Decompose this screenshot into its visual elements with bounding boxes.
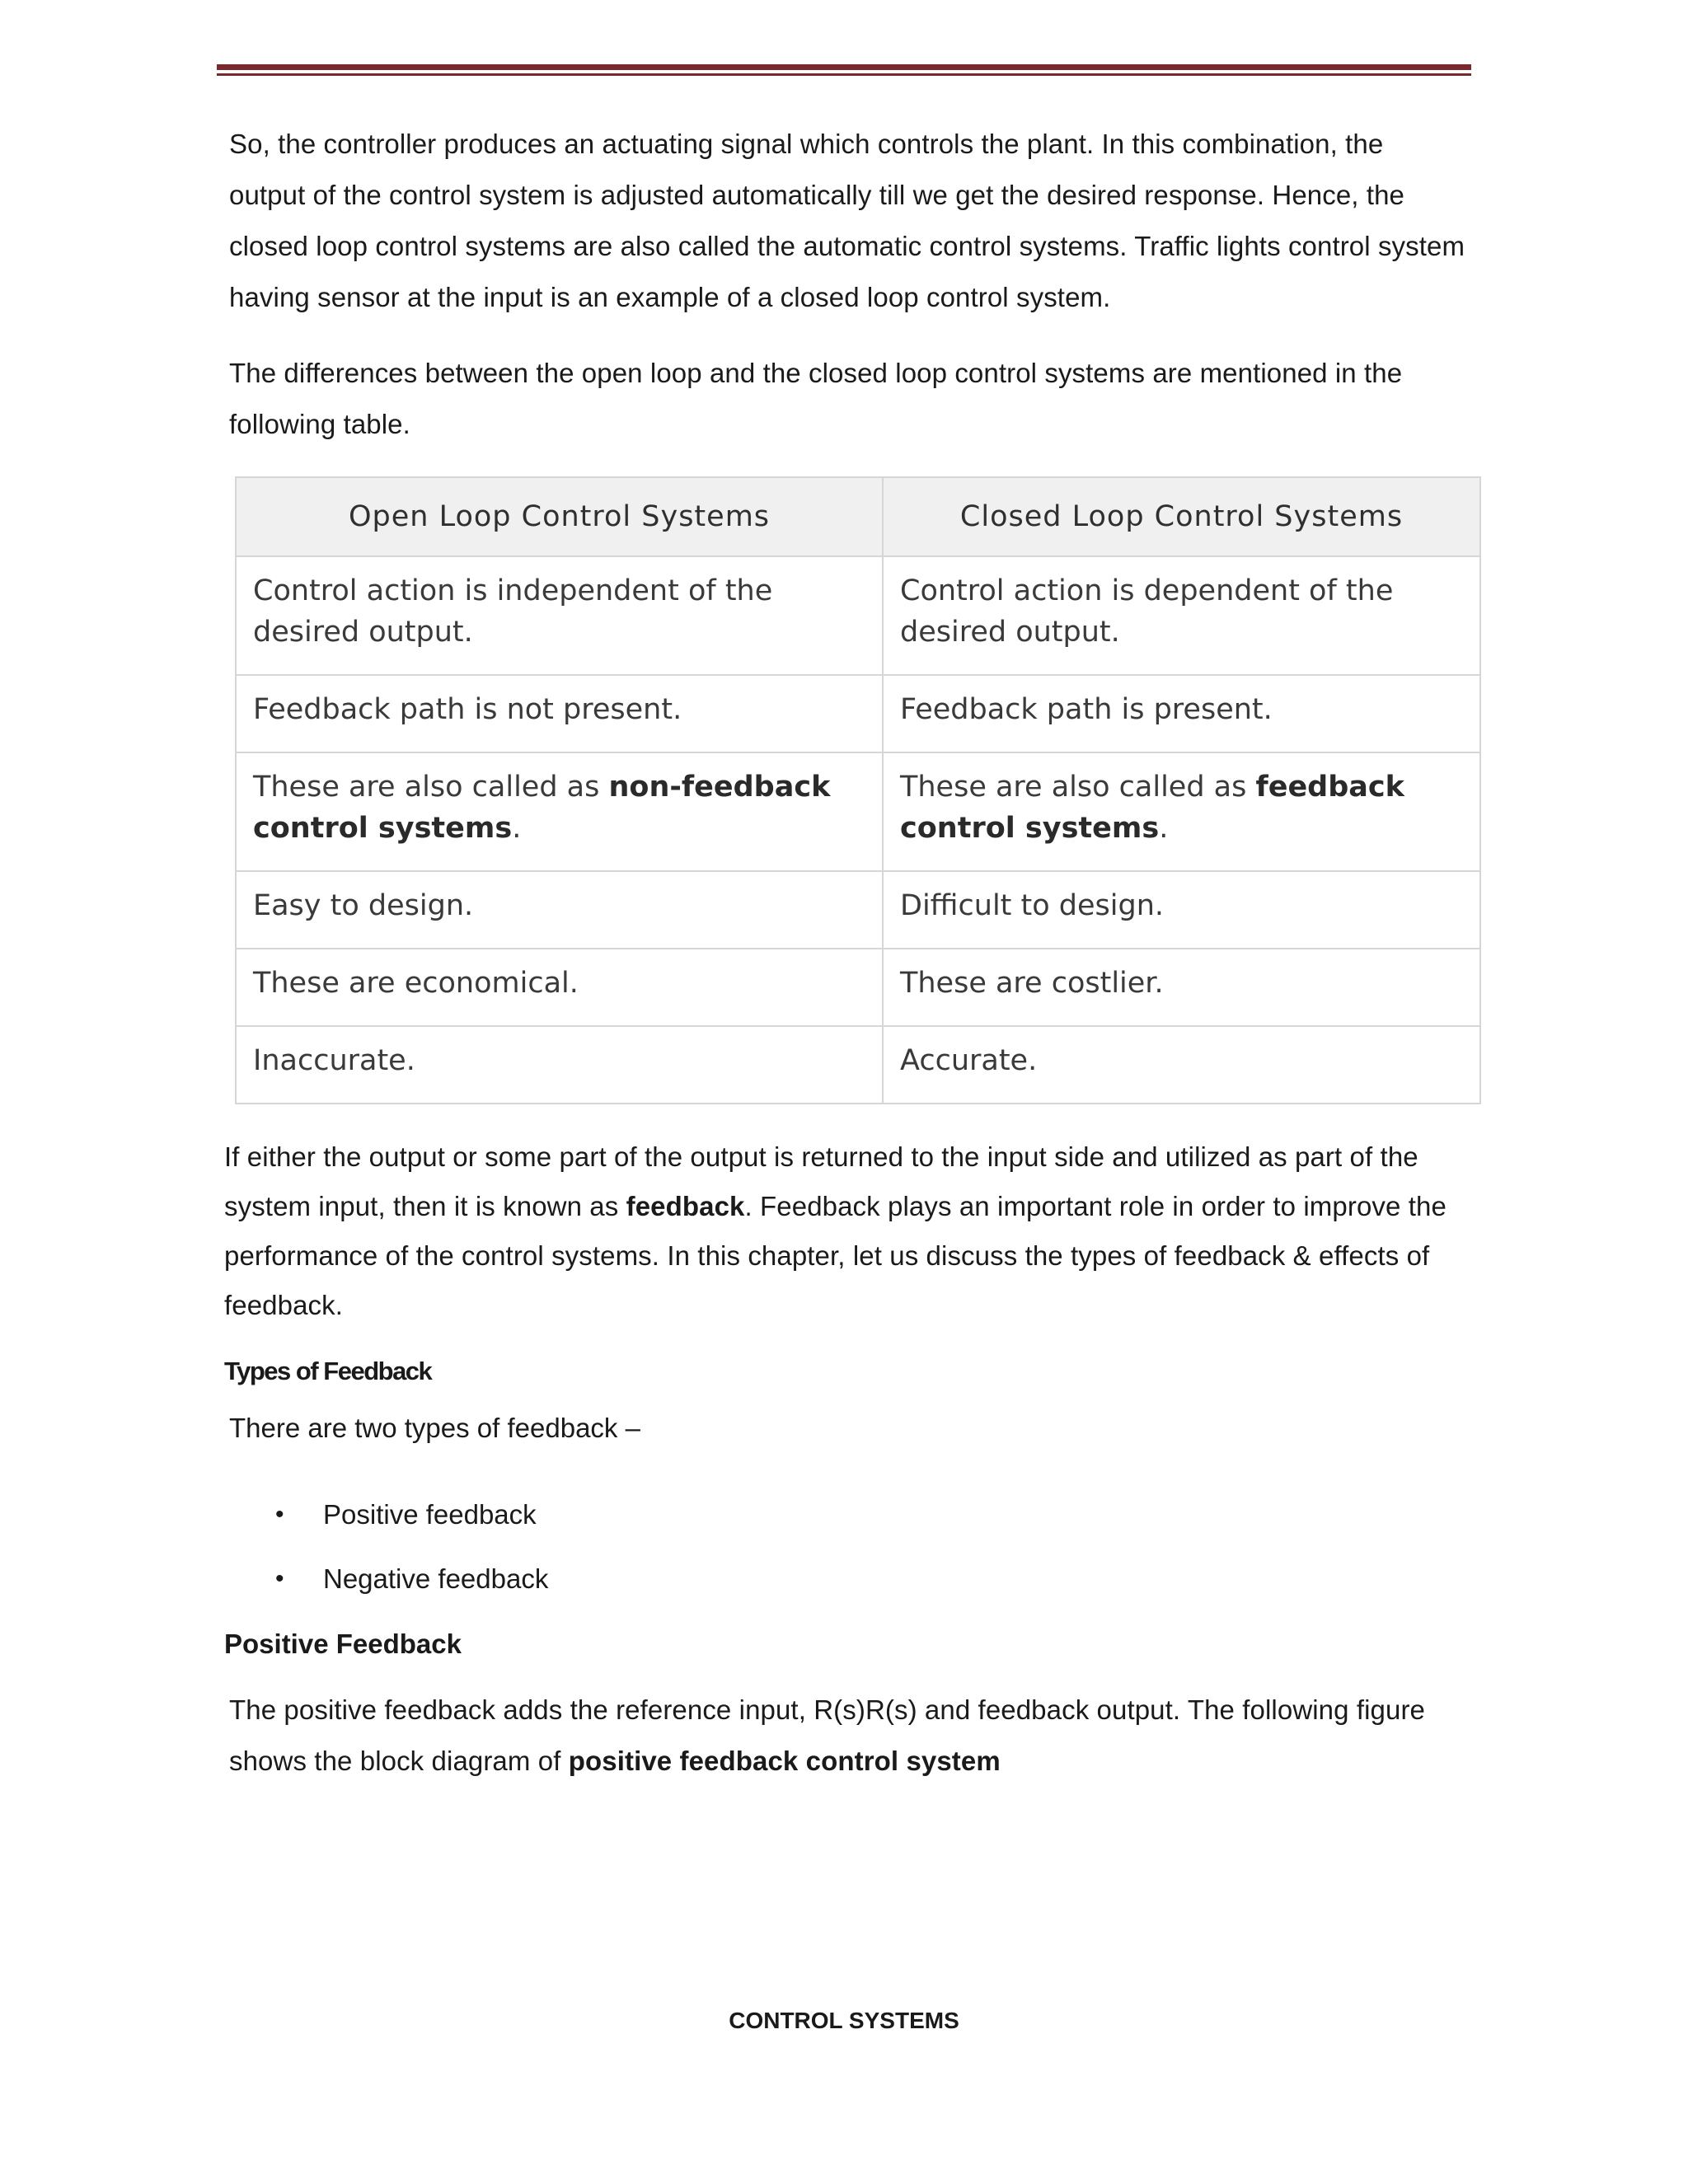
header-open-loop: Open Loop Control Systems [236, 477, 883, 556]
table-row [236, 871, 1480, 949]
intro-paragraph: So, the controller produces an actuating signal which controls the plant. In this combination, the output of the control system is adjusted automatically till we get the desired response. Hence, the closed loop control systems are also called the automatic control systems. Traffic lights control system having sensor at the input is an example of a closed loop control system. [229, 129, 1465, 312]
types-list [229, 1498, 548, 1627]
list-item [229, 1498, 548, 1563]
cell-closed: Difficult to design. [883, 871, 1480, 949]
feedback-text-rest: . Feedback plays an important role in order to improve the performance of the control systems. In this chapter, let us discuss the types of feedback & effects of feedback. [224, 1191, 1447, 1320]
cell-open: These are economical. [236, 949, 883, 1026]
cell-text: These are also called as [900, 771, 1256, 804]
table-row [236, 752, 1480, 871]
cell-closed: Control action is dependent of the desired output. [883, 556, 1480, 675]
comparison-table [235, 476, 1481, 1104]
header-rule-thick [217, 64, 1471, 70]
table-row [236, 556, 1480, 675]
positive-text: The positive feedback adds the reference input, R(s)R(s) and feedback output. The following figure shows the block diagram of [229, 1694, 1426, 1776]
bullet-icon: • [275, 1501, 284, 1528]
cell-text: These are also called as [253, 771, 609, 804]
cell-open: Easy to design. [236, 871, 883, 949]
list-item-label: Negative feedback [323, 1563, 549, 1594]
cell-open: Feedback path is not present. [236, 675, 883, 752]
positive-feedback-paragraph [229, 1685, 1465, 1787]
header-rule-thin [217, 73, 1471, 76]
bullet-icon: • [275, 1565, 284, 1592]
cell-closed: These are costlier. [883, 949, 1480, 1026]
differences-paragraph: The differences between the open loop and the closed loop control systems are mentioned in the following table. [229, 358, 1403, 439]
cell-closed: Accurate. [883, 1026, 1480, 1104]
feedback-term: feedback [626, 1191, 745, 1221]
feedback-paragraph [224, 1132, 1461, 1330]
list-item-label: Positive feedback [323, 1499, 537, 1530]
cell-bold-term: non-feedback control systems [253, 771, 831, 845]
page-footer: CONTROL SYSTEMS [729, 2008, 959, 2033]
positive-term: positive feedback control system [568, 1746, 1001, 1776]
table-row [236, 1026, 1480, 1104]
cell-open [236, 752, 883, 871]
positive-feedback-heading: Positive Feedback [224, 1629, 462, 1659]
header-closed-loop: Closed Loop Control Systems [883, 477, 1480, 556]
list-item [229, 1563, 548, 1627]
cell-closed: Feedback path is present. [883, 675, 1480, 752]
cell-closed [883, 752, 1480, 871]
cell-bold-term: feedback control systems [900, 771, 1404, 845]
table-header-row [236, 477, 1480, 556]
types-intro: There are two types of feedback – [229, 1413, 640, 1443]
cell-open: Control action is independent of the desired output. [236, 556, 883, 675]
cell-text: . [512, 812, 522, 845]
table-row [236, 675, 1480, 752]
table-row [236, 949, 1480, 1026]
cell-open: Inaccurate. [236, 1026, 883, 1104]
feedback-text: If either the output or some part of the output is returned to the input side and utilized as part of the system input, then it is known as [224, 1141, 1418, 1221]
types-heading: Types of Feedback [224, 1357, 432, 1385]
cell-text: . [1159, 812, 1169, 845]
